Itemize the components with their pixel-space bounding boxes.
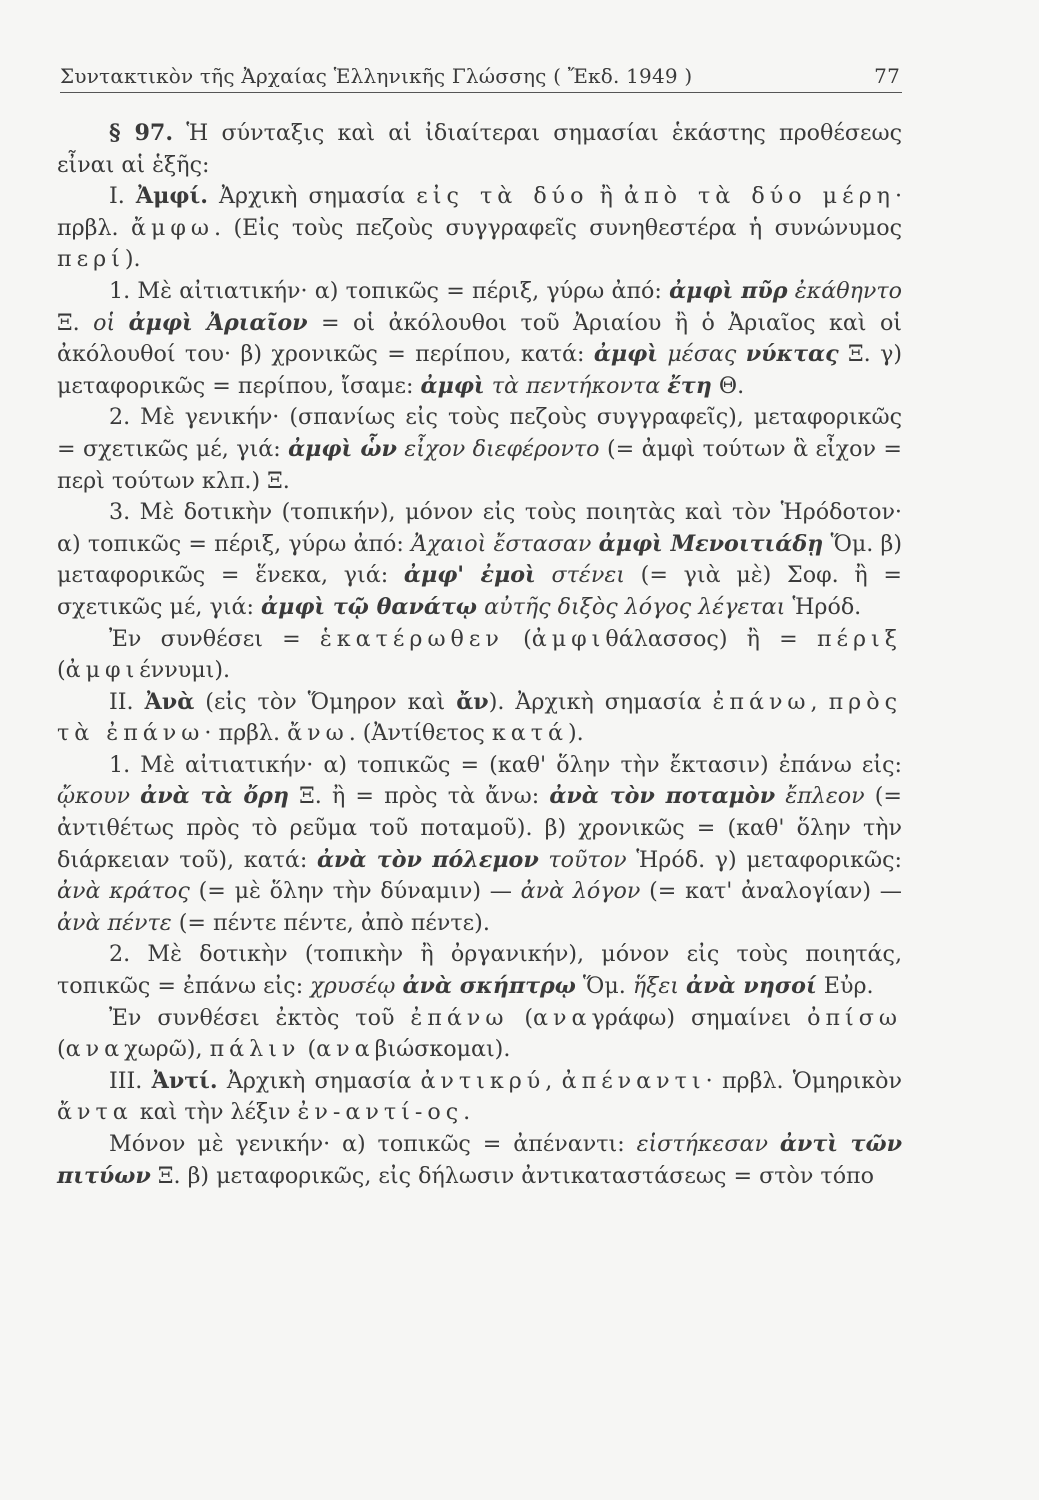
text-run: ἀντικρύ (420, 1067, 546, 1094)
text-run: Ἡρόδ. γ) μεταφορικῶς: (626, 846, 902, 873)
text-run: εἶχον διεφέροντο (404, 435, 600, 462)
text-run: χωρῶ), (124, 1036, 210, 1063)
running-title: Συντακτικὸν τῆς Ἀρχαίας Ἑλληνικῆς Γλώσσης ( Ἔκδ. 1949 ) (60, 64, 693, 88)
text-run (115, 310, 128, 336)
text-run: πρὸς τὰ ἐπάνω (57, 688, 903, 747)
text-run: Ἡρόδ. (785, 593, 862, 620)
text-run: = οἱ ἀκόλουθοι τοῦ Ἀριαίου ἢ ὁ Ἀριαῖος καὶ οἱ ἀκόλουθοί του· β) χρονικῶς = περίπου, κατά: (57, 309, 902, 368)
text-run (788, 278, 795, 304)
text-run: οἱ (93, 309, 116, 336)
text-run: (= γιὰ μὲ) Σοφ. ἢ = σχετικῶς μέ, γιά: (57, 562, 902, 620)
text-run: χρυσέῳ (310, 973, 396, 1000)
text-run: αὐτῆς διξὸς λόγος λέγεται (484, 593, 786, 620)
text-run: Θ. (711, 372, 745, 399)
text-run: Ἐν συνθέσει = (109, 625, 320, 652)
text-run (485, 373, 492, 399)
text-run: 3. Μὲ δοτικὴν (τοπικήν), μόνον εἰς τοὺς ποιητὰς καὶ τὸν Ἡρόδοτον· α) τοπικῶς = πέριξ, γύρω ἀπό: (57, 499, 902, 557)
text-run: (= μὲ ὅλην τὴν δύναμιν) — (189, 878, 521, 905)
text-run: καὶ τὴν λέξιν (132, 1099, 298, 1126)
text-run: (εἰς τὸν Ὅμηρον καὶ (194, 688, 457, 715)
text-run: § 97. (109, 120, 174, 146)
text-run: Ὅμ. β) μεταφορικῶς = ἕνεκα, γιά: (57, 530, 902, 589)
text-run: (= ἀμφὶ τούτων ἃ εἶχον = περὶ τούτων κλπ.) Ξ. (57, 435, 902, 494)
text-run: ἢ (588, 183, 625, 210)
text-run: ἀνὰ νησοί (686, 973, 817, 1000)
text-run: ανα (316, 1036, 375, 1063)
text-run: · πρβλ. Ὁμηρικὸν (705, 1067, 903, 1094)
text-run: ἐπάνω (712, 688, 811, 715)
text-run: Ἐν συνθέσει ἐκτὸς τοῦ (109, 1004, 411, 1031)
text-run: ΙΙ. (109, 688, 145, 715)
paragraph (57, 497, 902, 623)
text-run: εἰς τὰ δύο (416, 183, 589, 210)
text-run (591, 531, 598, 557)
text-run: θάλασσος) ἢ = (605, 625, 817, 652)
text-run: τοῦτον (548, 846, 627, 873)
text-run: ἔπλεον (785, 783, 865, 810)
text-run: Ξ. γ) μεταφορικῶς = περίπου, ἴσαμε: (57, 341, 902, 399)
text-run: έννυμι). (139, 657, 231, 684)
text-run: ἐπάνω (410, 1004, 509, 1031)
text-run: , (545, 1067, 562, 1094)
paragraph (57, 1066, 902, 1129)
text-run: μέσας (667, 341, 737, 368)
text-run: ἄμφω (130, 214, 214, 241)
text-run: ἄντα (57, 1099, 133, 1126)
text-run: (= πέντε πέντε, ἀπὸ πέντε). (171, 909, 490, 936)
text-run: ἀντὶ τῶν πιτύων (57, 1131, 902, 1189)
text-run: ἀμφ' ἐμοὶ (403, 562, 536, 589)
text-run: ἀμφὶ (593, 341, 658, 368)
text-run: . (Εἰς τοὺς πεζοὺς συγγραφεῖς συνηθεστέρα ἡ συνώνυμος (214, 214, 902, 241)
text-run: Εὐρ. (816, 973, 874, 1000)
text-run: 2. Μὲ γενικήν· (σπανίως εἰς τοὺς πεζοὺς συγγραφεῖς), μεταφορικῶς = σχετικῶς μέ, γιά: (57, 404, 902, 462)
text-run: Ἀμφί. (135, 183, 208, 210)
text-run: Ἀχαιοὶ ἔστασαν (411, 530, 592, 557)
text-run: εἱστήκεσαν (636, 1131, 768, 1157)
text-run: ἀνὰ λόγον (520, 878, 641, 905)
paragraph (57, 1129, 902, 1192)
text-run: ἀνὰ τὸν πόλεμον (316, 846, 539, 873)
text-run: ἀμφὶ πῦρ (669, 277, 788, 304)
text-run: ἐκάθηντο (794, 277, 902, 304)
text-run: 1. Μὲ αἰτιατικήν· α) τοπικῶς = πέριξ, γύρω ἀπό: (109, 277, 670, 304)
paragraph (57, 624, 902, 687)
text-run: στένει (551, 562, 625, 589)
text-run: 2. Μὲ δοτικὴν (τοπικὴν ἢ ὀργανικήν), μόνον εἰς τοὺς ποιητάς, τοπικῶς = ἐπάνω εἰς: (57, 941, 902, 1000)
text-run: Ἀρχικὴ σημασία (217, 1067, 421, 1094)
text-run: βιώσκομαι). (374, 1036, 511, 1063)
text-run: Ἀνὰ (144, 688, 195, 715)
text-run: νύκτας (745, 341, 839, 368)
text-run: ( (57, 657, 66, 684)
text-run: Ξ. ἢ = πρὸς τὰ ἄνω: (289, 783, 550, 810)
text-run: Μόνον μὲ γενικήν· α) τοπικῶς = ἀπέναντι: (109, 1131, 637, 1157)
paragraph (57, 181, 902, 276)
text-run: ). (568, 720, 584, 747)
text-run: ἀνὰ πέντε (57, 909, 172, 936)
text-run: (= ἀντιθέτως πρὸς τὸ ρεῦμα τοῦ ποταμοῦ). β) χρονικῶς = (καθ' ὅλην τὴν διάρκειαν τοῦ), κατά: (57, 783, 902, 873)
text-run: ἀνὰ κράτος (57, 878, 190, 905)
text-run: ἀμφὶ ὧν (288, 435, 397, 462)
text-run (539, 847, 549, 873)
paragraph (57, 939, 902, 1002)
text-run: (= κατ' ἀναλογίαν) — (640, 878, 902, 905)
text-run: ἀμφὶ Ἀριαῖον (128, 309, 308, 336)
text-run: ΙΙΙ. (109, 1067, 152, 1094)
text-run: ανα (533, 1004, 592, 1031)
text-run: Ἀντί. (151, 1067, 218, 1094)
text-run: ἀνὰ σκήπτρῳ (402, 973, 576, 1000)
text-run: . (Ἀντίθετος (348, 720, 492, 747)
text-run: Ἀρχικὴ σημασία (207, 183, 417, 210)
text-run: Ξ. (57, 309, 94, 336)
text-run: ἥξει (632, 973, 679, 1000)
paragraph (57, 687, 902, 750)
text-run: , (810, 688, 829, 715)
text-run: ἀμφὶ Μενοιτιάδῃ (598, 530, 824, 557)
text-run: ἔτη (667, 372, 712, 399)
text-run (768, 1131, 780, 1157)
text-run: ἑκατέρωθεν (319, 625, 504, 652)
text-run: ανα (65, 1036, 125, 1063)
text-run (536, 562, 552, 588)
text-run: ἄνω (287, 720, 349, 747)
text-run: ( (57, 1036, 66, 1063)
text-run: ἀμφι (531, 625, 606, 652)
text-run: ( (503, 625, 532, 652)
text-run: ἀπὸ τὰ δύο μέρη (624, 183, 895, 210)
text-run: Ἡ σύνταξις καὶ αἱ ἰδιαίτεραι σημασίαι ἑκάστης προθέσεως εἶναι αἱ ἑξῆς: (57, 120, 902, 178)
paragraph (57, 750, 902, 940)
text-run (775, 783, 785, 809)
page-body (57, 118, 902, 1192)
text-run: Ι. (109, 183, 136, 210)
text-run: περί (57, 246, 125, 273)
text-run: πέριξ (816, 625, 902, 652)
paragraph (57, 118, 902, 181)
text-run: · πρβλ. (204, 720, 288, 747)
paragraph (57, 1003, 902, 1066)
text-run: κατά (491, 720, 569, 747)
page-number: 77 (874, 64, 900, 88)
text-run: ). Ἀρχικὴ σημασία (488, 688, 713, 715)
running-header (60, 62, 902, 93)
text-run: ἀνὰ τὰ ὄρη (140, 783, 290, 810)
text-run: ἀπέναντι (561, 1067, 706, 1094)
text-run: τὰ πεντήκοντα (491, 372, 661, 399)
text-run: 1. Μὲ αἰτιατικήν· α) τοπικῶς = (καθ' ὅλην τὴν ἔκτασιν) ἐπάνω εἰς: (109, 751, 902, 778)
text-run: ( (508, 1004, 533, 1031)
text-run: ἐν-αντί-ος (297, 1099, 464, 1126)
text-run: πάλιν (209, 1036, 301, 1063)
text-run: ). (124, 246, 141, 273)
text-run: γράφω) σημαίνει (591, 1004, 808, 1031)
paragraph (57, 402, 902, 497)
text-run: Ξ. β) μεταφορικῶς, εἰς δήλωσιν ἀντικαταστάσεως = στὸν τόπο (150, 1162, 875, 1189)
text-run: ᾤκουν (57, 783, 130, 810)
text-run: . (463, 1099, 471, 1126)
text-run: ἀμφὶ (420, 372, 485, 399)
text-run (679, 973, 686, 999)
text-run: ἄν (456, 688, 489, 715)
paragraph (57, 276, 902, 402)
text-run: ἀνὰ τὸν ποταμὸν (549, 783, 776, 810)
text-run (130, 783, 140, 809)
text-run (736, 341, 745, 367)
text-run: · πρβλ. (57, 183, 902, 241)
text-run: ἀμφι (65, 657, 140, 684)
text-run: ( (300, 1036, 317, 1063)
text-run: Ὅμ. (575, 973, 633, 1000)
text-run: ὀπίσω (807, 1004, 902, 1031)
text-run: ἀμφὶ τῷ θανάτῳ (261, 593, 478, 620)
text-run (658, 341, 667, 367)
